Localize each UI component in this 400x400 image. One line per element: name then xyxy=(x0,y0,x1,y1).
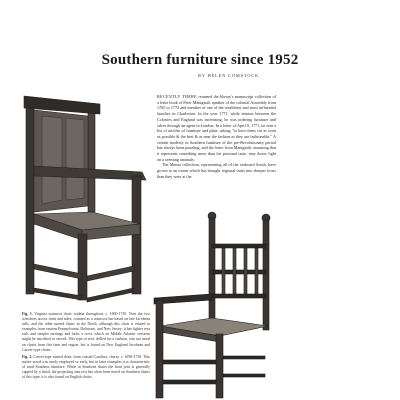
body-paragraph xyxy=(157,94,276,162)
paragraph-text: returned the library's manuscript collection of a letter book of Peter Manigault, speaker of the colonial Assembly from 1765 to 1772 and member of one of the wealthiest and most influential families in Charleston. In the year 1771, while tension between the Colonies and England was increasing, he was ordering furniture and silver through an agent in London. In a letter of April 9, 1771, he sent a list of articles of furniture and plate, asking "to have them cut as soon as possible & the best & as near the fashion as they are fashionable." A certain modesty in Southern furniture of the pre-Revolutionary period has always been puzzling, and the letter from Manigault, assuming that it represents something more than his personal taste, may throw light on a seeming anomaly. xyxy=(157,94,276,162)
caption-text: Virginia wainscot chair; walnut throughout, c. 1690-1710. Note the two stretchers across front and sides, counted as a wainscot but based on late Jacobean rails, and the other turned chairs in the North, although this chair is related to examples from eastern Pennsylvania, Delaware, and New Jersey; it has lighter rear rails and simpler turnings and lacks a crest, which on Middle Atlantic versions might be inscribed or carved. This type of seat, drilled for a cushion, was not usual on chairs from this time and region, but is found on New England Jacobean and Carver-type chairs. xyxy=(22,312,150,352)
caption-fig-2 xyxy=(22,355,150,380)
article-title: Southern furniture since 1952 xyxy=(101,52,299,69)
caption-number: Fig. 2. xyxy=(22,354,33,359)
wainscot-chair-drawing xyxy=(24,96,146,302)
figure-wainscot-chair xyxy=(22,94,156,304)
figure-captions xyxy=(22,312,150,382)
body-paragraph: The Mensa collection, representing all of the seaboard South, have grown to an extent which has brought regional traits into sharper focus than they were at the xyxy=(157,162,276,179)
caption-text: Carver-type turned chair, from coastal Carolina; cherry, c. 1690-1730. This native wood was rarely employed so early, but in later examples it is characteristic of rural Southern furniture. While in Southern chairs the front post is generally capped by a finial, the projecting arm rest has often been noted on Southern chairs of this type; it is also found on English chairs. xyxy=(22,354,150,380)
article-byline: BY HELEN COMSTOCK xyxy=(198,73,260,78)
caption-number: Fig. 1. xyxy=(22,312,33,316)
caption-fig-1 xyxy=(22,312,150,353)
article-body xyxy=(157,94,276,180)
lead-words: RECENTLY THERE xyxy=(157,94,197,99)
turned-chair-drawing xyxy=(154,212,270,398)
figure-turned-chair xyxy=(150,210,274,400)
